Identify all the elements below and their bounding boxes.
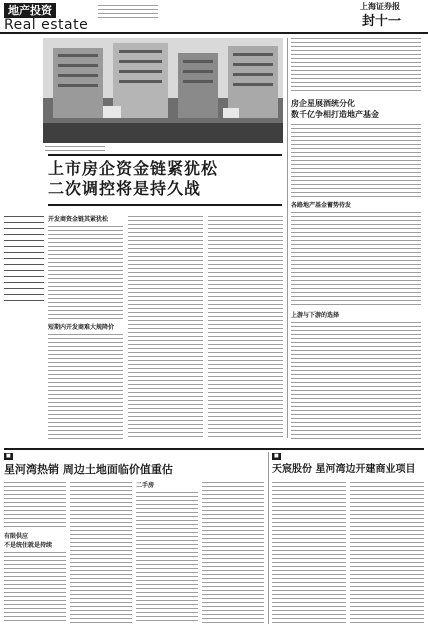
side-story-text xyxy=(291,322,421,440)
bottom-left-subhead: 二手房 xyxy=(136,482,155,489)
side-story-subhead: 上游与下游的选择 xyxy=(291,312,340,319)
lead-story-text xyxy=(48,334,123,439)
bottom-left-text xyxy=(136,492,198,624)
side-story-headline: 房企星展酒统分化 数千亿争相打造地产基金 xyxy=(291,99,379,119)
section-name-english: Real estate xyxy=(4,17,89,33)
bottom-left-subhead: 有限供应 xyxy=(4,533,29,540)
lead-story-text xyxy=(48,226,123,321)
section-name: 地产投资 xyxy=(4,3,56,18)
side-story-subhead: 各路地产基金蓄势待发 xyxy=(291,202,352,209)
lead-story-text xyxy=(128,216,203,439)
side-story-lede xyxy=(291,38,421,94)
page-number: 封十一 xyxy=(362,14,402,29)
headline-rule xyxy=(48,204,282,206)
photo-caption xyxy=(45,146,105,152)
bottom-left-text xyxy=(4,482,66,530)
bottom-left-text xyxy=(4,552,66,624)
side-story-text xyxy=(291,212,421,307)
headline-rule xyxy=(48,154,282,156)
lead-story-subhead: 短期内开发商难大规降价 xyxy=(48,324,115,331)
bottom-right-text xyxy=(350,482,424,624)
bottom-right-headline: 天宸股份 星河湾边开建商业项目 xyxy=(272,464,416,475)
lead-story-subhead: 开发商资金链其紧犹松 xyxy=(48,216,109,223)
column-divider xyxy=(268,452,269,624)
story-tag-icon: ■ xyxy=(274,453,279,459)
newspaper-name: 上海证券报 xyxy=(360,2,400,11)
bottom-left-headline: 星河湾热销 周边土地面临价值重估 xyxy=(4,463,173,476)
side-story-text xyxy=(291,124,421,199)
story-tag-icon: ■ xyxy=(6,453,11,459)
bottom-left-text xyxy=(70,482,132,624)
lead-story-lede xyxy=(4,216,44,302)
lead-story-text xyxy=(208,216,283,439)
bottom-left-subhead: 不是统住就是持续 xyxy=(4,542,53,549)
bottom-right-text xyxy=(272,482,346,624)
bottom-left-text xyxy=(202,482,264,624)
column-divider xyxy=(287,38,288,438)
building-photo xyxy=(43,38,283,143)
issue-info xyxy=(98,5,158,19)
section-divider xyxy=(4,448,424,450)
lead-photo xyxy=(43,38,283,143)
lead-headline: 上市房企资金链紧犹松 二次调控将是持久战 xyxy=(48,159,219,198)
